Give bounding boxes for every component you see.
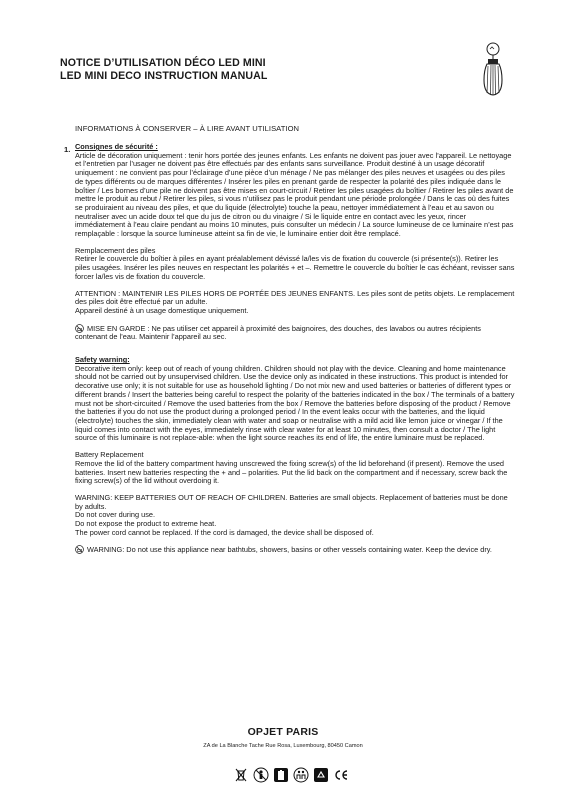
section-number: 1. <box>64 145 71 154</box>
triman-icon <box>293 767 309 783</box>
weee-bin-icon <box>233 767 249 783</box>
intro-notice: INFORMATIONS À CONSERVER – À LIRE AVANT UTILISATION <box>75 124 300 133</box>
fr-water-warning <box>75 324 515 342</box>
no-bathtub-icon <box>75 545 84 554</box>
light-bulb-icon <box>478 42 508 98</box>
en-water-warning <box>75 545 515 555</box>
en-no-heat: Do not expose the product to extreme heat. <box>75 519 217 529</box>
recycle-icon <box>313 767 329 783</box>
en-safety-text: Decorative item only: keep out of reach of young children. Children should not play with the device. Cleaning and home maintenance should not be carried out by unsupervised children. Use the device only as indicated in these instructions. This product is intended for decorative use only; it is not suitable for use as household lighting / Do not mix new and used batteries or batteries of different types or different brands / Insert the batteries being careful to respect the polarity of the batteries indicated in the box / The terminals of a battery must not be short-circuited / Remove the used batteries from the box / Remove the batteries before disposing of the product / Remove the batteries if you do not use the product during a prolonged period / In the event leaks occur with the batteries, and the liquid (electrolyte) touches the skin, immediately clean with water and soap or neutralise with a mild acid like lemon juice or vinegar / If the liquid comes into contact with the eyes, immediately rinse with clear water for at least 10 minutes, then consult a doctor / The light source of this luminaire is not replace-able: when the light source reaches its end of life, the entire luminaire must be replaced. <box>75 363 515 443</box>
brand-name: OPJET PARIS <box>247 726 319 738</box>
no-bathtub-icon <box>75 324 84 333</box>
en-no-cover: Do not cover during use. <box>75 510 156 520</box>
en-battery-heading: Battery Replacement <box>75 450 144 460</box>
instructions-body <box>75 143 515 555</box>
battery-icon <box>273 767 289 783</box>
title-french: NOTICE D’UTILISATION DÉCO LED MINI <box>60 57 266 69</box>
fr-warning-text: MISE EN GARDE : Ne pas utiliser cet appareil à proximité des baignoires, des douches, des lavabos ou autres récipients contenant de l’eau. Maintenir l’appareil au sec. <box>75 323 481 342</box>
no-child-icon <box>253 767 269 783</box>
fr-attention-text: ATTENTION : MAINTENIR LES PILES HORS DE PORTÉE DES JEUNES ENFANTS. Les piles sont de petits objets. Le remplacement des piles doit être effectué par un adulte. <box>75 288 515 307</box>
fr-safety-text: Article de décoration uniquement : tenir hors portée des jeunes enfants. Les enfants ne doivent pas jouer avec l’appareil. Le nettoyage et l’entretien par l’usager ne doivent pas être effectués par des enfants sans surveillance. Produit destiné à un usage décoratif uniquement : ne convient pas pour l’éclairage d’une pièce d’un ménage / Ne pas mélanger des piles neuves et usagées ou des piles de types différents ou de marques différentes / Insérer les piles en prenant garde de respecter la polarité des piles indiquée dans le boîtier / Les bornes d’une pile ne doivent pas être mises en court-circuit / Retirer les piles usagées du boîtier / Retirer les piles avant de mettre le produit au rebut / Retirer les piles, si vous n’utilisez pas le produit pendant une période prolongée / Dans le cas où des fuites se produiraient au niveau des piles, et que du liquide (électrolyte) touche la peau, nettoyer immédiatement à l’eau et au savon ou neutraliser avec un acide doux tel que du jus de citron ou du vinaigre / Si le liquide entre en contact avec les yeux, rincer immédiatement à l’eau claire pendant au moins 10 minutes, puis consulter un médecin / La source lumineuse de ce luminaire n’est pas remplaçable : lorsque la source lumineuse atteint sa fin de vie, le luminaire entier doit être remplacé. <box>75 150 514 239</box>
en-battery-text: Remove the lid of the battery compartment having unscrewed the fixing screw(s) of the lid beforehand (if present). Remove the used batteries. Insert new batteries respecting the + and – polarities. Put the lid back on the compartment and if necessary, screw back the fixing screw(s) of the lid without overdoing it. <box>75 458 508 486</box>
en-warning-caps: WARNING: KEEP BATTERIES OUT OF REACH OF CHILDREN. Batteries are small objects. Replacement of batteries must be done by adults. <box>75 492 508 511</box>
fr-battery-text: Retirer le couvercle du boîtier à piles en ayant préalablement dévissé la/les vis de fixation du couvercle (si présente(s)). Retirer les piles usagées. Insérer les piles neuves en respectant les polarités + et –. Remettre le couvercle du boîtier le cas échéant, revisser sans forcer la/les vis de fixation du couvercle. <box>75 254 515 281</box>
page-title <box>60 57 480 83</box>
footer <box>0 726 566 749</box>
en-warning-text: WARNING: Do not use this appliance near bathtubs, showers, basins or other vessels containing water. Keep the device dry. <box>87 545 492 555</box>
en-cord: The power cord cannot be replaced. If the cord is damaged, the device shall be disposed of. <box>75 527 374 537</box>
company-address: ZA de La Blanche Tache Rue Rosa, Luxembourg, 80450 Camon <box>203 743 363 749</box>
fr-safety-heading: Consignes de sécurité : <box>75 142 158 151</box>
fr-domestic-text: Appareil destiné à un usage domestique uniquement. <box>75 305 249 315</box>
ce-icon <box>333 767 349 783</box>
compliance-icons <box>233 767 337 783</box>
fr-battery-heading: Remplacement des piles <box>75 245 156 255</box>
title-english: LED MINI DECO INSTRUCTION MANUAL <box>60 70 268 82</box>
en-safety-heading: Safety warning: <box>75 355 130 365</box>
